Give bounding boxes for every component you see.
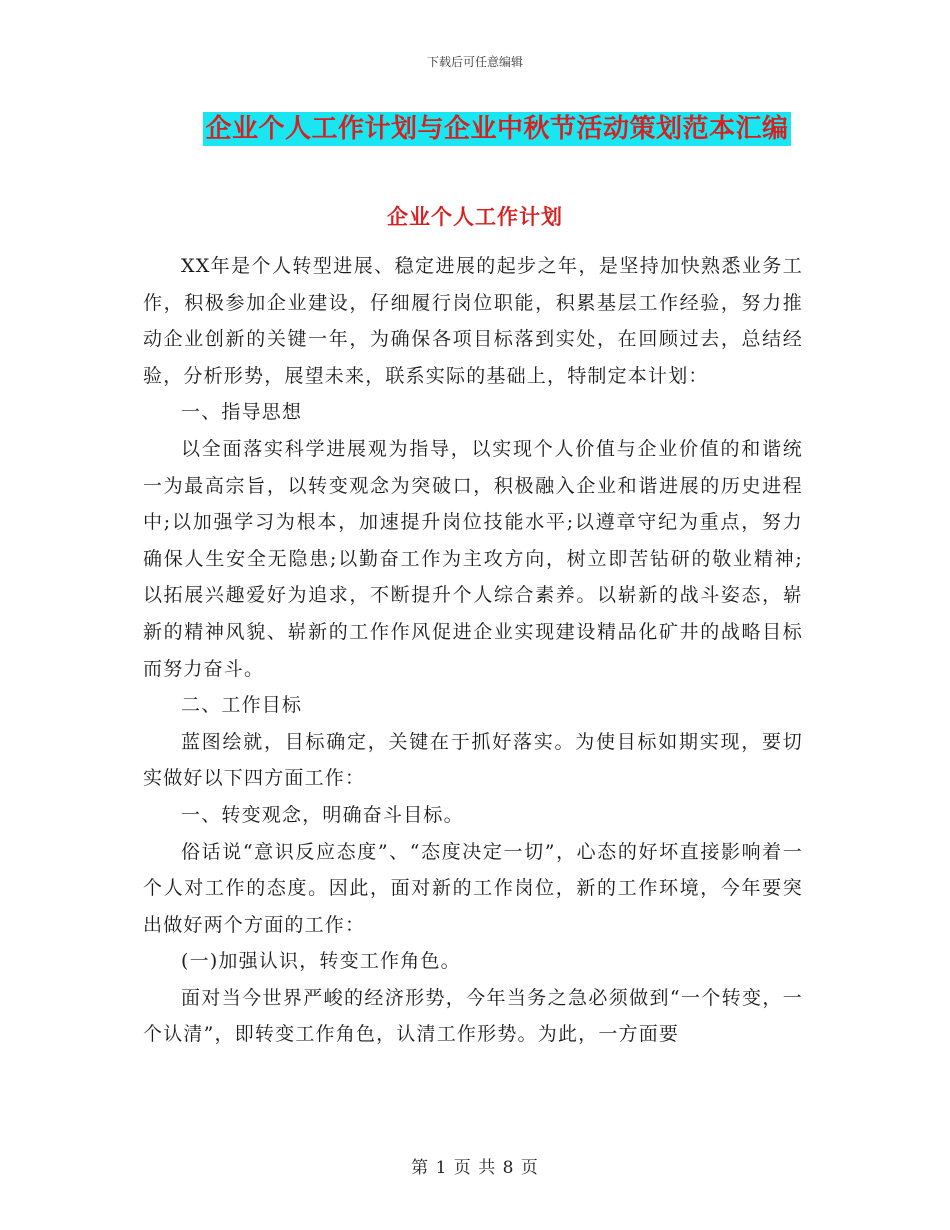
heading-guiding-thought: 一、指导思想: [181, 401, 303, 424]
subheading-change-mindset: 一、转变观念，明确奋斗目标。: [181, 803, 464, 826]
subheading-strengthen-awareness: (一)加强认识，转变工作角色。: [181, 950, 461, 973]
paragraph: 面对当今世界严峻的经济形势，今年当务之急必须做到“一个转变，一个认清”，即转变工作角色，认清工作形势。为此，一方面要: [143, 986, 803, 1046]
paragraph: 蓝图绘就，目标确定，关键在于抓好落实。为使目标如期实现，要切实做好以下四方面工作：: [143, 730, 803, 790]
document-body: [143, 248, 803, 1053]
main-title-wrap: [0, 112, 950, 146]
paragraph: 俗话说“意识反应态度”、“态度决定一切”，心态的好坏直接影响着一个人对工作的态度。因此，面对新的工作岗位，新的工作环境，今年要突出做好两个方面的工作：: [143, 840, 803, 936]
page-footer: 第 1 页 共 8 页: [411, 1158, 539, 1178]
section-title: 企业个人工作计划: [387, 205, 563, 229]
heading-work-goals: 二、工作目标: [181, 694, 303, 717]
paragraph: 以全面落实科学进展观为指导，以实现个人价值与企业价值的和谐统一为最高宗旨，以转变观念为突破口，积极融入企业和谐进展的历史进程中;以加强学习为根本，加速提升岗位技能水平;以遵章守纪为重点，努力确保人生安全无隐患;以勤奋工作为主攻方向，树立即苦钻研的敬业精神;以拓展兴趣爱好为追求，不断提升个人综合素养。以崭新的战斗姿态，崭新的精神风貌、崭新的工作作风促进企业实现建设精品化矿井的战略目标而努力奋斗。: [143, 437, 803, 680]
document-title: 企业个人工作计划与企业中秋节活动策划范本汇编: [205, 114, 789, 144]
paragraph: XX年是个人转型进展、稳定进展的起步之年，是坚持加快熟悉业务工作，积极参加企业建设，仔细履行岗位职能，积累基层工作经验，努力推动企业创新的关键一年，为确保各项目标落到实处，在回顾过去，总结经验，分析形势，展望未来，联系实际的基础上，特制定本计划：: [143, 255, 803, 387]
header-note: 下载后可任意编辑: [426, 55, 523, 69]
